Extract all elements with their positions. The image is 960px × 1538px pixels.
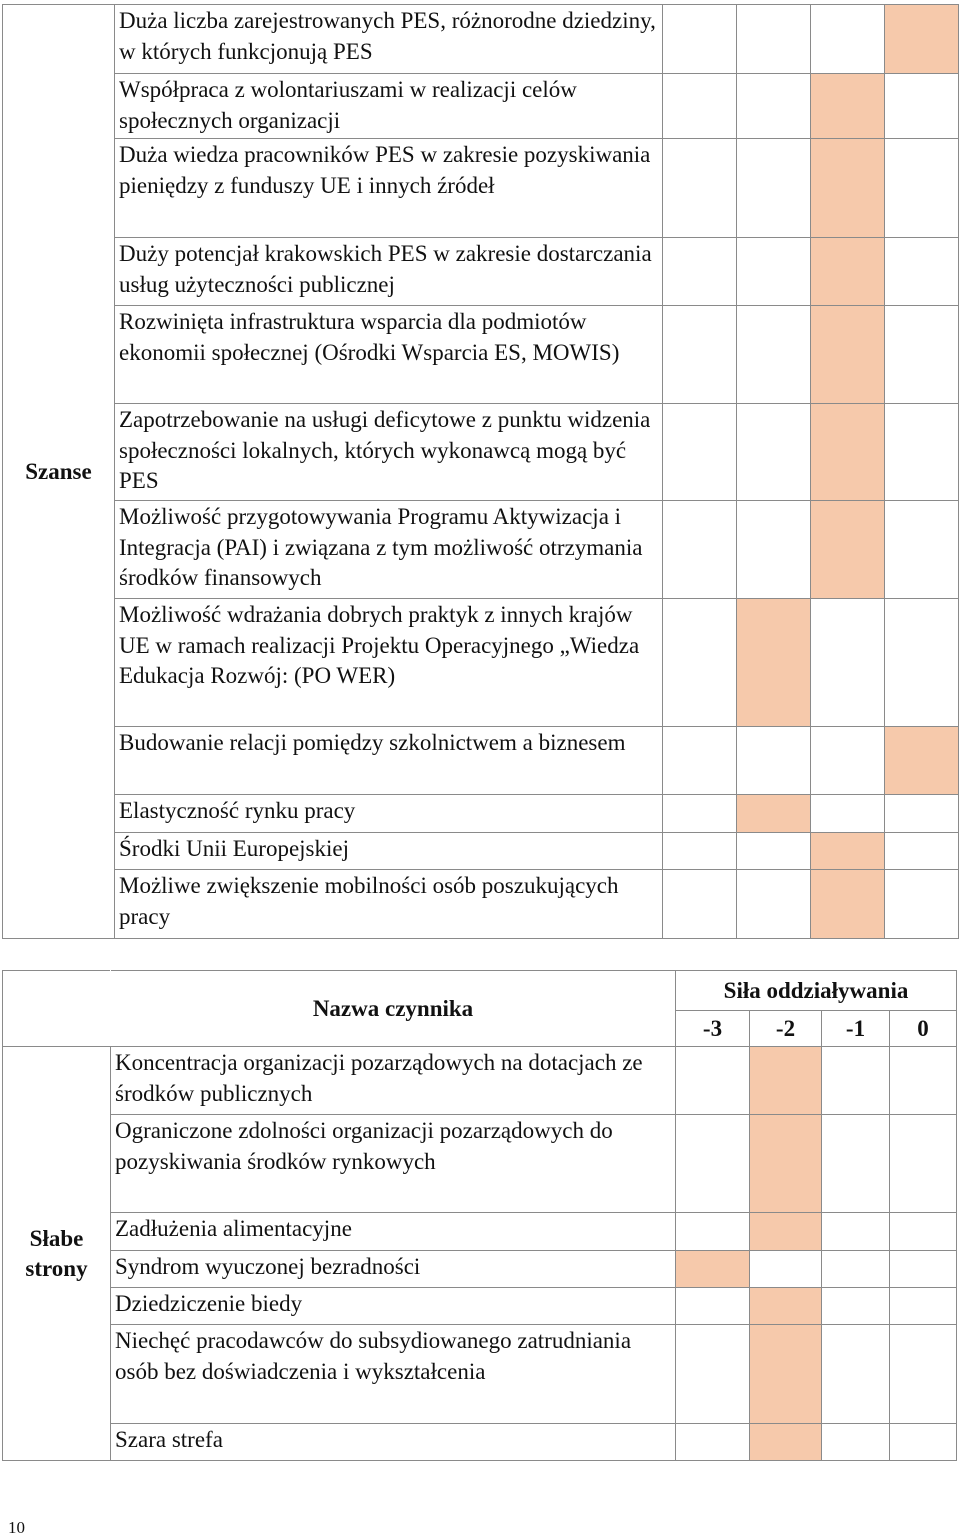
impact-cell-marked: [750, 1213, 822, 1251]
impact-cell-marked: [811, 833, 885, 870]
impact-cell: [885, 306, 959, 404]
page-number: 10: [8, 1518, 25, 1537]
impact-cell: [811, 599, 885, 727]
factor-name-header: Nazwa czynnika: [111, 971, 676, 1047]
opportunity-factor-5: Rozwinięta infrastruktura wsparcia dla podmiotów ekonomii społecznej (Ośrodki Wsparcia ES, MOWIS): [115, 306, 663, 404]
impact-cell-marked: [750, 1288, 822, 1325]
impact-cell: [885, 74, 959, 139]
impact-cell: [890, 1424, 957, 1461]
impact-cell: [737, 404, 811, 501]
impact-cell: [885, 139, 959, 238]
weakness-factor-6: Niechęć pracodawców do subsydiowanego zatrudniania osób bez doświadczenia i wykształcenia: [111, 1325, 676, 1424]
impact-cell: [885, 870, 959, 939]
impact-cell: [885, 599, 959, 727]
impact-cell: [676, 1115, 750, 1213]
opportunity-factor-8: Możliwość wdrażania dobrych praktyk z innych krajów UE w ramach realizacji Projektu Operacyjnego „Wiedza Edukacja Rozwój: (PO WER): [115, 599, 663, 727]
impact-cell: [737, 501, 811, 599]
impact-cell: [811, 795, 885, 833]
opportunities-category: Szanse: [3, 5, 115, 939]
impact-cell: [663, 795, 737, 833]
impact-cell-marked: [811, 238, 885, 306]
impact-cell-marked: [750, 1115, 822, 1213]
impact-cell: [885, 833, 959, 870]
impact-cell-marked: [811, 74, 885, 139]
impact-cell: [663, 306, 737, 404]
opportunity-factor-12: Możliwe zwiększenie mobilności osób poszukujących pracy: [115, 870, 663, 939]
impact-cell: [737, 833, 811, 870]
weakness-factor-3: Zadłużenia alimentacyjne: [111, 1213, 676, 1251]
impact-cell: [890, 1115, 957, 1213]
impact-cell: [890, 1213, 957, 1251]
impact-cell: [822, 1325, 890, 1424]
header-corner-cell: [3, 971, 111, 1047]
impact-cell: [663, 74, 737, 139]
weakness-factor-4: Syndrom wyuczonej bezradności: [111, 1251, 676, 1288]
opportunity-factor-6: Zapotrzebowanie na usługi deficytowe z punktu widzenia społeczności lokalnych, których wykonawcą mogą być PES: [115, 404, 663, 501]
weaknesses-category: Słabe strony: [3, 1047, 111, 1461]
impact-cell: [663, 833, 737, 870]
impact-cell-marked: [885, 5, 959, 74]
impact-cell: [737, 727, 811, 795]
impact-cell: [737, 306, 811, 404]
impact-cell-marked: [750, 1047, 822, 1115]
opportunity-factor-1: Duża liczba zarejestrowanych PES, różnorodne dziedziny, w których funkcjonują PES: [115, 5, 663, 74]
impact-cell: [663, 5, 737, 74]
impact-cell-marked: [750, 1325, 822, 1424]
impact-cell: [663, 238, 737, 306]
impact-cell-marked: [811, 306, 885, 404]
impact-cell-marked: [811, 501, 885, 599]
opportunity-factor-2: Współpraca z wolontariuszami w realizacji celów społecznych organizacji: [115, 74, 663, 139]
impact-cell-marked: [750, 1424, 822, 1461]
opportunity-factor-3: Duża wiedza pracowników PES w zakresie pozyskiwania pieniędzy z funduszy UE i innych źródeł: [115, 139, 663, 238]
impact-cell: [890, 1325, 957, 1424]
impact-cell: [822, 1047, 890, 1115]
impact-cell: [663, 501, 737, 599]
impact-cell: [822, 1213, 890, 1251]
impact-cell: [890, 1251, 957, 1288]
impact-cell: [676, 1047, 750, 1115]
opportunity-factor-7: Możliwość przygotowywania Programu Aktywizacja i Integracja (PAI) i związana z tym możliwość otrzymania środków finansowych: [115, 501, 663, 599]
opportunity-factor-9: Budowanie relacji pomiędzy szkolnictwem a biznesem: [115, 727, 663, 795]
impact-cell: [676, 1325, 750, 1424]
weakness-factor-1: Koncentracja organizacji pozarządowych na dotacjach ze środków publicznych: [111, 1047, 676, 1115]
impact-cell: [811, 5, 885, 74]
opportunity-factor-4: Duży potencjał krakowskich PES w zakresie dostarczania usług użyteczności publicznej: [115, 238, 663, 306]
impact-cell: [885, 501, 959, 599]
impact-cell: [822, 1115, 890, 1213]
scale-minus-1: -1: [822, 1011, 890, 1047]
scale-zero: 0: [890, 1011, 957, 1047]
impact-cell: [885, 404, 959, 501]
impact-cell: [663, 404, 737, 501]
impact-cell: [676, 1288, 750, 1325]
opportunity-factor-10: Elastyczność rynku pracy: [115, 795, 663, 833]
impact-cell: [676, 1424, 750, 1461]
weakness-factor-2: Ograniczone zdolności organizacji pozarządowych do pozyskiwania środków rynkowych: [111, 1115, 676, 1213]
impact-cell: [737, 5, 811, 74]
impact-cell: [750, 1251, 822, 1288]
weaknesses-table: [2, 970, 957, 1461]
impact-cell: [890, 1047, 957, 1115]
impact-cell-marked: [885, 727, 959, 795]
impact-cell-marked: [811, 870, 885, 939]
weakness-factor-7: Szara strefa: [111, 1424, 676, 1461]
scale-minus-3: -3: [676, 1011, 750, 1047]
impact-cell: [890, 1288, 957, 1325]
impact-cell: [663, 139, 737, 238]
scale-minus-2: -2: [750, 1011, 822, 1047]
impact-cell: [663, 870, 737, 939]
impact-cell: [737, 139, 811, 238]
impact-cell: [811, 727, 885, 795]
weakness-factor-5: Dziedziczenie biedy: [111, 1288, 676, 1325]
impact-cell: [822, 1288, 890, 1325]
impact-cell: [822, 1424, 890, 1461]
impact-cell-marked: [737, 795, 811, 833]
impact-strength-header: Siła oddziaływania: [676, 971, 957, 1011]
impact-cell-marked: [737, 599, 811, 727]
impact-cell: [885, 238, 959, 306]
impact-cell: [676, 1213, 750, 1251]
impact-cell-marked: [811, 139, 885, 238]
impact-cell: [885, 795, 959, 833]
impact-cell: [737, 238, 811, 306]
impact-cell: [663, 727, 737, 795]
impact-cell-marked: [811, 404, 885, 501]
impact-cell: [737, 74, 811, 139]
opportunities-table: [2, 4, 959, 939]
impact-cell: [822, 1251, 890, 1288]
impact-cell: [737, 870, 811, 939]
impact-cell-marked: [676, 1251, 750, 1288]
impact-cell: [663, 599, 737, 727]
opportunity-factor-11: Środki Unii Europejskiej: [115, 833, 663, 870]
